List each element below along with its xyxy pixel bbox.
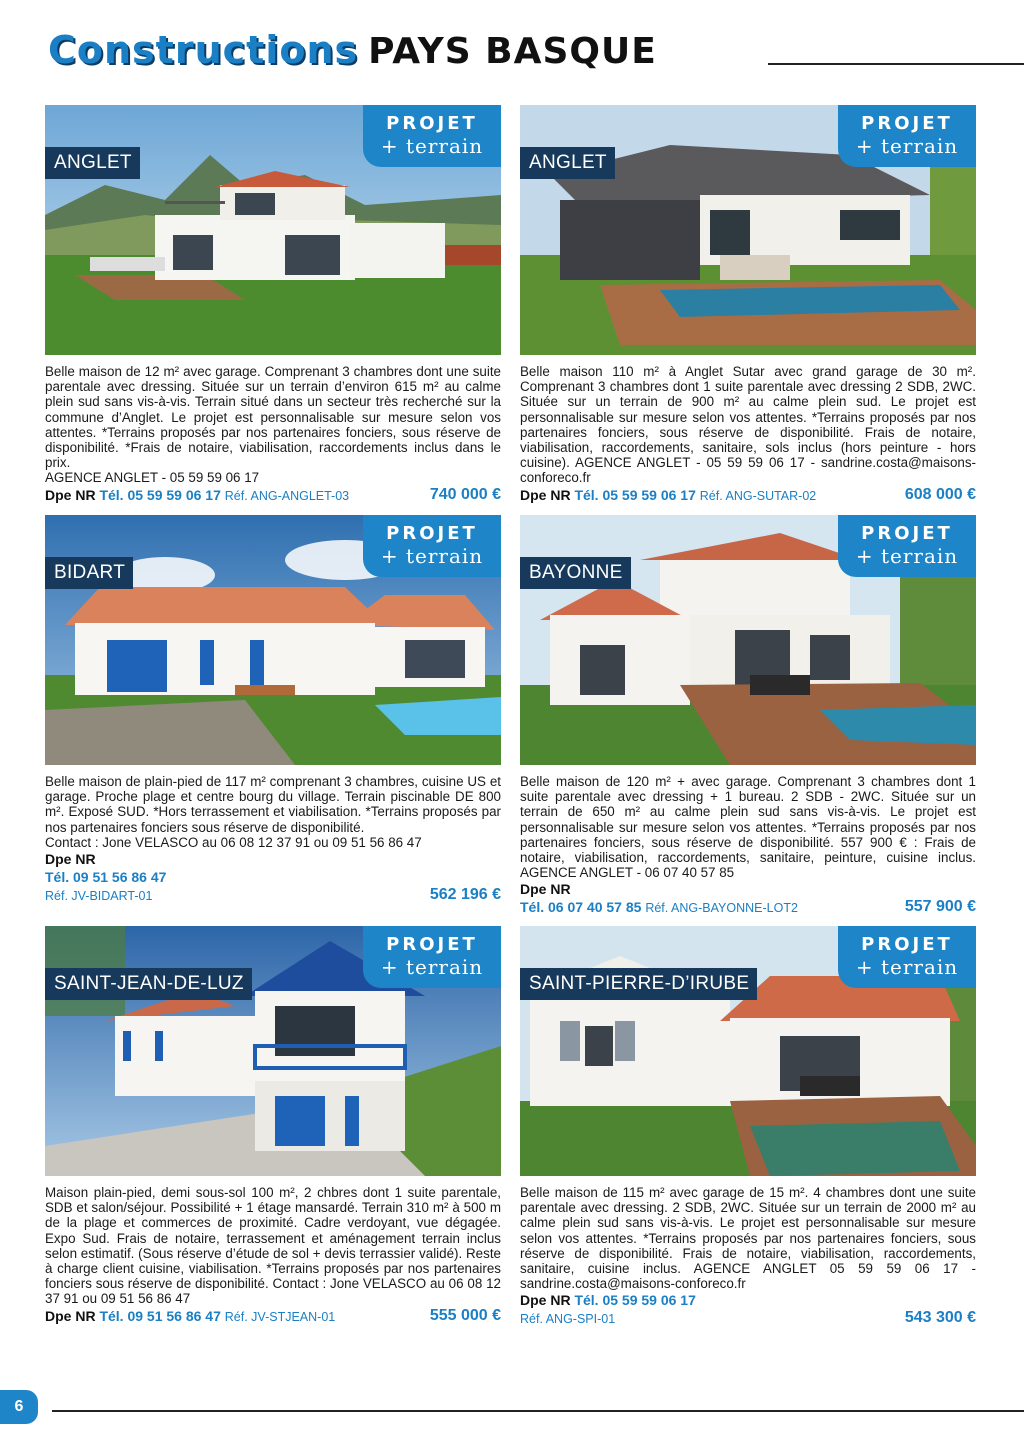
- phone-row: [520, 1291, 976, 1309]
- listing-card[interactable]: [45, 926, 501, 1327]
- badge-line2: + terrain: [855, 544, 959, 568]
- dpe-label: Dpe NR: [45, 851, 96, 868]
- city-label: BAYONNE: [520, 557, 631, 589]
- badge-line1: PROJET: [861, 523, 953, 544]
- page-title: [48, 28, 657, 78]
- dpe-row: [520, 880, 976, 898]
- listing-meta: [45, 886, 501, 906]
- city-label: SAINT-JEAN-DE-LUZ: [45, 968, 252, 1000]
- price: 555 000 €: [429, 1306, 501, 1324]
- page-number: 6: [0, 1390, 38, 1424]
- phone-row: [45, 868, 501, 886]
- listing-card[interactable]: [45, 515, 501, 906]
- badge-line1: PROJET: [386, 523, 478, 544]
- city-label: ANGLET: [45, 147, 140, 179]
- listing-photo: [45, 515, 501, 765]
- phone-number[interactable]: Tél. 05 59 59 06 17: [574, 1292, 696, 1309]
- reference: Réf. JV-BIDART-01: [45, 889, 153, 904]
- listing-meta: [45, 486, 501, 506]
- listing-description: Maison plain-pied, demi sous-sol 100 m², 2 chbres dont 1 suite parentale, SDB et salon/séjour. Possibilité + 1 étage mansardé. Terrain 310 m² à 500 m de la plage et commerces de proximité. Cadre verdoyant, vue dégagée. Expo Sud. Frais de notaire, terrassement et aménagement terrain inclus selon estimatif. (Sous réserve d’étude de sol + devis terrassier validé). Reste à charge client cuisine, viabilisation. *Terrains proposés par nos partenaires fonciers sous réserve de disponibilité. Contact : Jone VELASCO au 06 08 12 37 91 ou 09 51 56 86 47: [45, 1185, 501, 1307]
- listing-photo: [45, 926, 501, 1176]
- projet-terrain-badge: [363, 515, 501, 577]
- phone-number[interactable]: Tél. 09 51 56 86 47: [99, 1307, 221, 1324]
- listing-meta: [520, 898, 976, 918]
- price: 562 196 €: [429, 886, 501, 904]
- price: 740 000 €: [429, 485, 501, 503]
- badge-line2: + terrain: [855, 955, 959, 979]
- title-divider: [768, 63, 1024, 65]
- listing-description: Belle maison de 12 m² avec garage. Comprenant 3 chambres dont une suite parentale avec dressing. Située sur un terrain d’environ 615 m² au calme plein sud sans vis-à-vis. Terrain situé dans un secteur très recherché sur la commune d’Anglet. Le projet est personnalisable sur mesure selon vos attentes. *Terrains proposés par nos partenaires fonciers, sous réserve de disponibilité. *Frais de notaire, viabilisation, raccordements inclus dans le prix.: [45, 364, 501, 471]
- reference: Réf. ANG-BAYONNE-LOT2: [645, 901, 798, 916]
- phone-number[interactable]: Tél. 05 59 59 06 17: [574, 486, 696, 503]
- city-label: ANGLET: [520, 147, 615, 179]
- listing-card[interactable]: [520, 515, 976, 918]
- listing-card[interactable]: [520, 105, 976, 506]
- reference: Réf. JV-STJEAN-01: [224, 1309, 336, 1324]
- price: 543 300 €: [904, 1309, 976, 1327]
- badge-line1: PROJET: [861, 113, 953, 134]
- listing-contact: AGENCE ANGLET - 05 59 59 06 17: [45, 470, 260, 486]
- dpe-label: Dpe NR: [520, 881, 571, 898]
- dpe-label: Dpe NR: [45, 1307, 96, 1324]
- title-constructions: Constructions: [48, 28, 359, 72]
- projet-terrain-badge: [838, 515, 976, 577]
- listing-photo: [45, 105, 501, 355]
- listing-description: Belle maison 110 m² à Anglet Sutar avec grand garage de 30 m². Comprenant 3 chambres dont 1 suite parentale avec dressing 2 SDB, 2WC. Située sur un terrain de 900 m² au calme plein sud. Le projet est personnalisable sur mesure selon vos attentes. *Terrains proposés par nos partenaires fonciers, sous réserve de disponibilité. Frais de notaire, viabilisation, raccordements, sanitaire, sols inclus (hors peinture - hors cuisine). AGENCE ANGLET - 05 59 59 06 17 - sandrine.costa@maisons-conforeco.fr: [520, 364, 976, 486]
- listing-photo: [520, 926, 976, 1176]
- badge-line2: + terrain: [380, 544, 484, 568]
- phone-number[interactable]: Tél. 09 51 56 86 47: [45, 869, 167, 886]
- listing-photo: [520, 515, 976, 765]
- badge-line2: + terrain: [380, 134, 484, 158]
- badge-line1: PROJET: [861, 934, 953, 955]
- phone-number[interactable]: Tél. 06 07 40 57 85: [520, 899, 642, 916]
- reference: Réf. ANG-SUTAR-02: [699, 488, 817, 503]
- projet-terrain-badge: [838, 926, 976, 988]
- listing-description: Belle maison de plain-pied de 117 m² comprenant 3 chambres, cuisine US et garage. Proche plage et centre bourg du village. Terrain piscinable DE 800 m². Exposé SUD. *Hors terrassement et viabilisation. *Terrains proposés par nos partenaires fonciers sous réserve de disponibilité.: [45, 774, 501, 835]
- listing-meta: [520, 486, 976, 506]
- phone-number[interactable]: Tél. 05 59 59 06 17: [99, 486, 221, 503]
- listing-description: Belle maison de 120 m² + avec garage. Comprenant 3 chambres dont 1 suite parentale avec dressing + 1 bureau. 2 SDB - 2WC. Située sur un terrain de 650 m² au calme plein sud sans vis-à-vis. Le projet est personnalisable sur mesure selon vos attentes. *Terrains proposés par nos partenaires fonciers, sous réserve de disponibilité. 557 900 € : Frais de notaire, viabilisation, raccordements, sanitaire, peinture, cuisine inclus. AGENCE ANGLET - 06 07 40 57 85: [520, 774, 976, 881]
- reference: Réf. ANG-ANGLET-03: [224, 488, 350, 503]
- dpe-label: Dpe NR: [45, 486, 96, 503]
- listing-description: Belle maison de 115 m² avec garage de 15 m². 4 chambres dont une suite parentale avec dressing. 2 SDB, 2WC. Située sur un terrain de 2000 m² au calme plein sud sans vis-à-vis. Le projet est personnalisable sur mesure selon vos attentes. *Terrains proposés par nos partenaires fonciers, sous réserve de disponibilité. Frais de notaire, viabilisation, raccordements, sanitaire, cuisine inclus. AGENCE ANGLET 05 59 59 06 17 - sandrine.costa@maisons-conforeco.fr: [520, 1185, 976, 1292]
- dpe-label: Dpe NR: [520, 486, 571, 503]
- reference: Réf. ANG-SPI-01: [520, 1312, 616, 1327]
- city-label: BIDART: [45, 557, 133, 589]
- projet-terrain-badge: [363, 926, 501, 988]
- listing-contact: Contact : Jone VELASCO au 06 08 12 37 91 ou 09 51 56 86 47: [45, 834, 422, 850]
- dpe-row: [45, 850, 501, 868]
- listing-card[interactable]: [520, 926, 976, 1329]
- listing-meta: [45, 1307, 501, 1327]
- listing-card[interactable]: [45, 105, 501, 506]
- city-label: SAINT-PIERRE-D’IRUBE: [520, 968, 757, 1000]
- projet-terrain-badge: [838, 105, 976, 167]
- price: 557 900 €: [904, 898, 976, 916]
- dpe-label: Dpe NR: [520, 1292, 571, 1309]
- projet-terrain-badge: [363, 105, 501, 167]
- footer-divider: [52, 1410, 1024, 1412]
- listing-photo: [520, 105, 976, 355]
- badge-line1: PROJET: [386, 113, 478, 134]
- title-pays-basque: PAYS BASQUE: [368, 31, 657, 72]
- badge-line2: + terrain: [855, 134, 959, 158]
- listing-meta: [520, 1309, 976, 1329]
- price: 608 000 €: [904, 485, 976, 503]
- badge-line1: PROJET: [386, 934, 478, 955]
- badge-line2: + terrain: [380, 955, 484, 979]
